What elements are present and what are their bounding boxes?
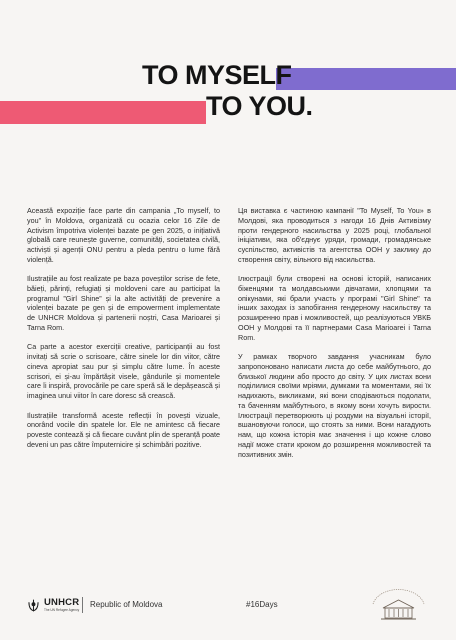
unhcr-logo [27,598,79,612]
paragraph: У рамках творчого завдання учасникам було запропоновано написати листа до себе майбутнього, до близької людини або просто до світу. У цих листах вони поділилися своїми мріями, думками та моментами, які їх надихають, викликами, які вони сподіваються подолати, та баченням майбутнього, в якому вони хочуть вирости. Ілюстрації перетворюють ці роздуми на візуальні історії, вшановуючи голоси, що стоять за ними. Вони нагадують нам, що кожна історія має значення і що кожне слово надії може стати кроком до розширення можливостей та позитивних змін. [238,352,431,459]
footer-divider [82,597,83,613]
paragraph: Ilustrațiile transformă aceste reflecții în povești vizuale, onorând vocile din spatele lor. Ele ne amintesc că fiecare poveste contează și că fiecare cuvânt plin de speranță poate deveni un pas către împuternicire și schimbări pozitive. [27,410,220,449]
paragraph: Această expoziție face parte din campania „To myself, to you” în Moldova, organizată cu ocazia celor 16 Zile de Activism împotriva violenței bazate pe gen 2025, o inițiativă globală care reunește guverne, comunități, societatea civilă, activiști și agenții ONU pentru a pleda pentru o lume fără violență. [27,206,220,264]
paragraph: Ілюстрації були створені на основі історій, написаних біженцями та молдавськими дівчатами, хлопцями та опікунами, які брали участь у програмі "Girl Shine" та інших заходах із запобігання гендерному насильству та розширенню прав і можливостей, що реалізуються УВКБ ООН у Молдові та її партнерами Casa Marioarei і Tarna Rom. [238,274,431,342]
paragraph: Ca parte a acestor exerciții creative, participanții au fost invitați să scrie o scrisoare, către sinele lor din viitor, către cineva apropiat sau pur și simplu către lume. În aceste scrisori, ei și-au împărtășit visele, gândurile și momentele care îi inspiră, provocările pe care speră să le depășească și imaginea unui viitor în care doresc să crească. [27,342,220,401]
republic-of-moldova-label: Republic of Moldova [90,600,163,609]
paragraph: Ilustrațiile au fost realizate pe baza poveștilor scrise de fete, băieți, părinți, refugiați și moldoveni care au participat la programul ”Girl Shine” și la alte activități de prevenire a violenței bazate pe gen și de empowerment implementate de UNHCR Moldova și partenerii noștri, Casa Marioarei și Tarna Rom. [27,274,220,332]
museum-building-icon [367,584,430,622]
paragraph: Ця виставка є частиною кампанії "To Myself, To You» в Молдові, яка проводиться з нагоди 16 Днів Активізму проти гендерного насильства у 2025 році, глобальної ініціативи, яка об'єднує уряди, громади, громадянське суспільство, активістів та агентства ООН у заклику до створення світу, вільного від насильства. [238,206,431,264]
title-line-1: TO MYSELF [142,60,292,90]
title-line-2: TO YOU. [206,91,313,121]
unhcr-name: UNHCR [44,597,80,608]
ukrainian-text-column [238,206,431,469]
hashtag-label: #16Days [246,600,278,609]
page-title [142,60,313,122]
unhcr-tagline: The UN Refugee Agency [44,608,80,612]
footer [0,594,456,618]
unhcr-emblem-icon [27,599,40,612]
romanian-text-column [27,206,220,459]
